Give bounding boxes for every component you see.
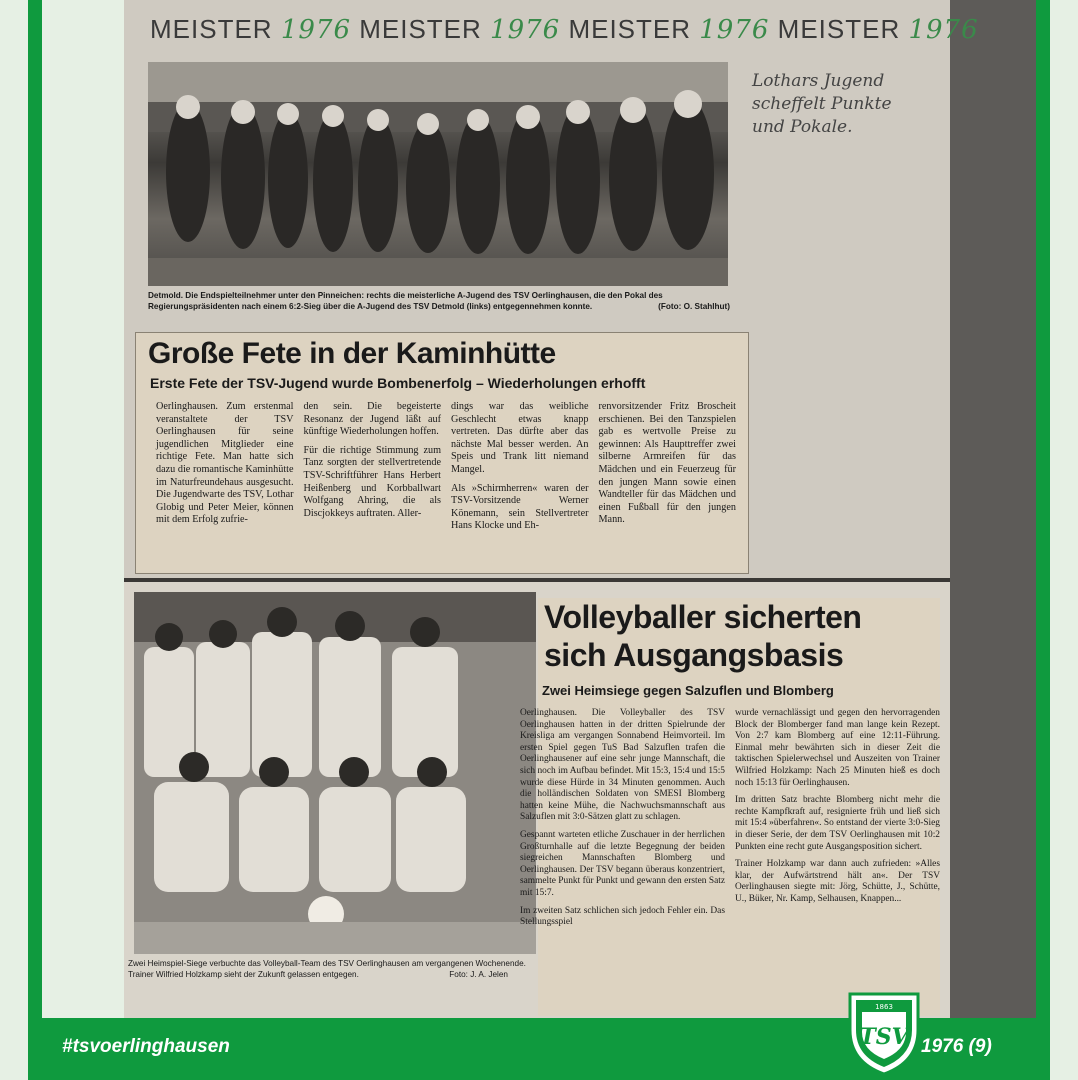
handnote-line: scheffelt Punkte [752,94,892,114]
team-photo-football-image [148,62,728,286]
article-volleyball-column [735,708,940,935]
year-page-label: 1976 (9) [921,1036,992,1057]
team-photo-volleyball [134,592,536,954]
article-paragraph: renvorsitzender Fritz Broscheit erschienen. Bei den Tanzspielen gab es wertvolle Preise zu gewinnen: Als Haupttreffer zwei silberne Armreifen für das Mädchen und ein Feuerzeug für den jungen Mann sowie einen Wandteller für das Mädchen und einen Fußball für den jungen Mann. [598,401,736,526]
handnote-line: und Pokale. [752,117,853,137]
article-paragraph: den sein. Die begeisterte Resonanz der Jugend läßt auf künftige Wiederholungen hoffen. [303,401,441,438]
hashtag-label: #tsvoerlinghausen [62,1036,230,1057]
article-paragraph: Oerlinghausen. Die Volleyballer des TSV Oerlinghausen hatten in der dritten Spielrunde der Kreisliga am vergangen Sonnabend Heimvorteil. Im ersten Spiel gegen TuS Bad Salzuflen trafen die Oerlinghausener auf eine sehr junge Mannschaft, die sich noch im Aufbau befindet. Mit 15:3, 15:4 und 15:5 wurde diese Hürde in 34 Minuten genommen. Auch die holländischen Soldaten von SMESI Blomberg hatten keine Mühe, die Nachwuchsmannschaft aus Salzuflen mit 3:0-Sätzen glatt zu schlagen. [520,708,725,823]
article-paragraph: Im zweiten Satz schlichen sich jedoch Fehler ein. Das Stellungsspiel [520,905,725,928]
team-photo-football [148,62,728,286]
scrapbook-shadow [950,0,1036,1018]
photo1-caption-text: Detmold. Die Endspielteilnehmer unter den Pinneichen: rechts die meisterliche A-Jugend des TSV Oerlinghausen, die den Pokal des Regierungspräsidenten nach einem 6:2-Sieg über die A-Jugend des TSV Detmold (links) entgegennehmen konnte. [148,291,663,311]
article-paragraph: Oerlinghausen. Zum erstenmal veranstaltete der TSV Oerlinghausen für seine jugendlichen Mitglieder eine richtige Fete. Man hatte sich dazu die romantische Kaminhütte im Naturfreundehaus ausgesucht. Die Jugendwarte des TSV, Lothar Globig und Peter Meier, können mit dem Erfolg zufrie- [156,401,294,526]
article-fete-title: Große Fete in der Kaminhütte [148,337,556,370]
banner-word: MEISTER [568,14,692,44]
green-border-left [28,0,42,1020]
article-volleyball [520,598,940,1016]
meister-banner [150,14,979,45]
article-volleyball-title-line: sich Ausgangsbasis [544,637,844,673]
logo-year: 1863 [875,1003,893,1011]
article-volleyball-title-line: Volleyballer sicherten [544,599,862,635]
tsv-club-logo [846,990,922,1076]
article-fete-subtitle: Erste Fete der TSV-Jugend wurde Bombenerfolg – Wiederholungen erhofft [150,375,646,391]
banner-year: 1976 [280,15,351,45]
team-photo-volleyball-image [134,592,536,954]
photo2-credit: Foto: J. A. Jelen [449,970,508,979]
article-volleyball-title [544,598,861,674]
article-volleyball-subtitle: Zwei Heimsiege gegen Salzuflen und Blomberg [542,683,834,698]
banner-word: MEISTER [359,14,482,44]
handwritten-note [752,70,942,139]
article-volleyball-column [520,708,725,935]
logo-letters: TSV [859,1024,909,1050]
article-fete-column [156,401,294,539]
banner-word: MEISTER [150,14,273,44]
article-fete [135,332,749,574]
photo1-credit: (Foto: O. Stahlhut) [658,302,730,311]
banner-year: 1976 [699,15,770,45]
article-paragraph: dings war das weibliche Geschlecht etwas knapp vertreten. Das dürfte aber das nächste Mal besser werden. An Speis und Trank litt niemand Mangel. [451,401,589,475]
article-paragraph: Im dritten Satz brachte Blomberg nicht mehr die rechte Kampfkraft auf, resignierte früh und ließ sich mit 15:4 »überfahren«. So entstand der vierte 3:0-Sieg in dieser Serie, der dem TSV Oerlinghausen mit 10:2 Punkten eine recht gute Ausgangsposition sichert. [735,795,940,852]
footer-bar [28,1003,1050,1080]
photo2-caption-text: Zwei Heimspiel-Siege verbuchte das Volleyball-Team des TSV Oerlinghausen am vergangenen Wochenende. Trainer Wilfried Holzkamp sieht der Zukunft gelassen entgegen. [128,959,526,979]
article-paragraph: Als »Schirmherren« waren der TSV-Vorsitzende Werner Könemann, sein Stellvertreter Hans Klocke und Eh- [451,482,589,532]
photo1-caption [148,290,730,312]
article-fete-column [451,401,589,539]
green-border-right [1036,0,1050,1020]
banner-year: 1976 [490,15,561,45]
article-fete-column [599,401,737,539]
article-paragraph: Gespannt warteten etliche Zuschauer in der herrlichen Großturnhalle auf die letzte Begegnung der beiden siegreichen Mannschaften Blomberg und Oerlinghausen. Der TSV begann überaus konzentriert, sammelte Punkt für Punkt und gewann den ersten Satz mit 15:7. [520,829,725,898]
article-fete-column [304,401,442,539]
banner-year: 1976 [908,15,979,45]
article-paragraph: Trainer Holzkamp war dann auch zufrieden: »Alles klar, der Aufwärtstrend hält an«. Der TSV Oerlinghausen siegte mit: Jörg, Schütte, J., Schütte, U., Büker, Nr. Kamp, Selhausen, Knappen... [735,859,940,904]
banner-word: MEISTER [777,14,901,44]
article-paragraph: Für die richtige Stimmung zum Tanz sorgten der stellvertretende TSV-Schriftführer Hans Herbert Heißenberg und Korbballwart Wolfgang Ahring, die als Discjokkeys auftraten. Aller- [303,444,441,519]
photo2-caption [128,958,528,980]
article-paragraph: wurde vernachlässigt und gegen den hervorragenden Block der Blomberger fand man lange kein Rezept. Von 2:7 kam Blomberg auf eine 12:11-Führung. Einmal mehr bewährten sich in dieser Zeit die taktischen Spielerwechsel und Auszeiten von Trainer Wilfried Holzkamp: Nach 25 Minuten hieß es doch noch 15:13 für Oerlinghausen. [735,708,940,788]
handnote-line: Lothars Jugend [752,71,885,91]
